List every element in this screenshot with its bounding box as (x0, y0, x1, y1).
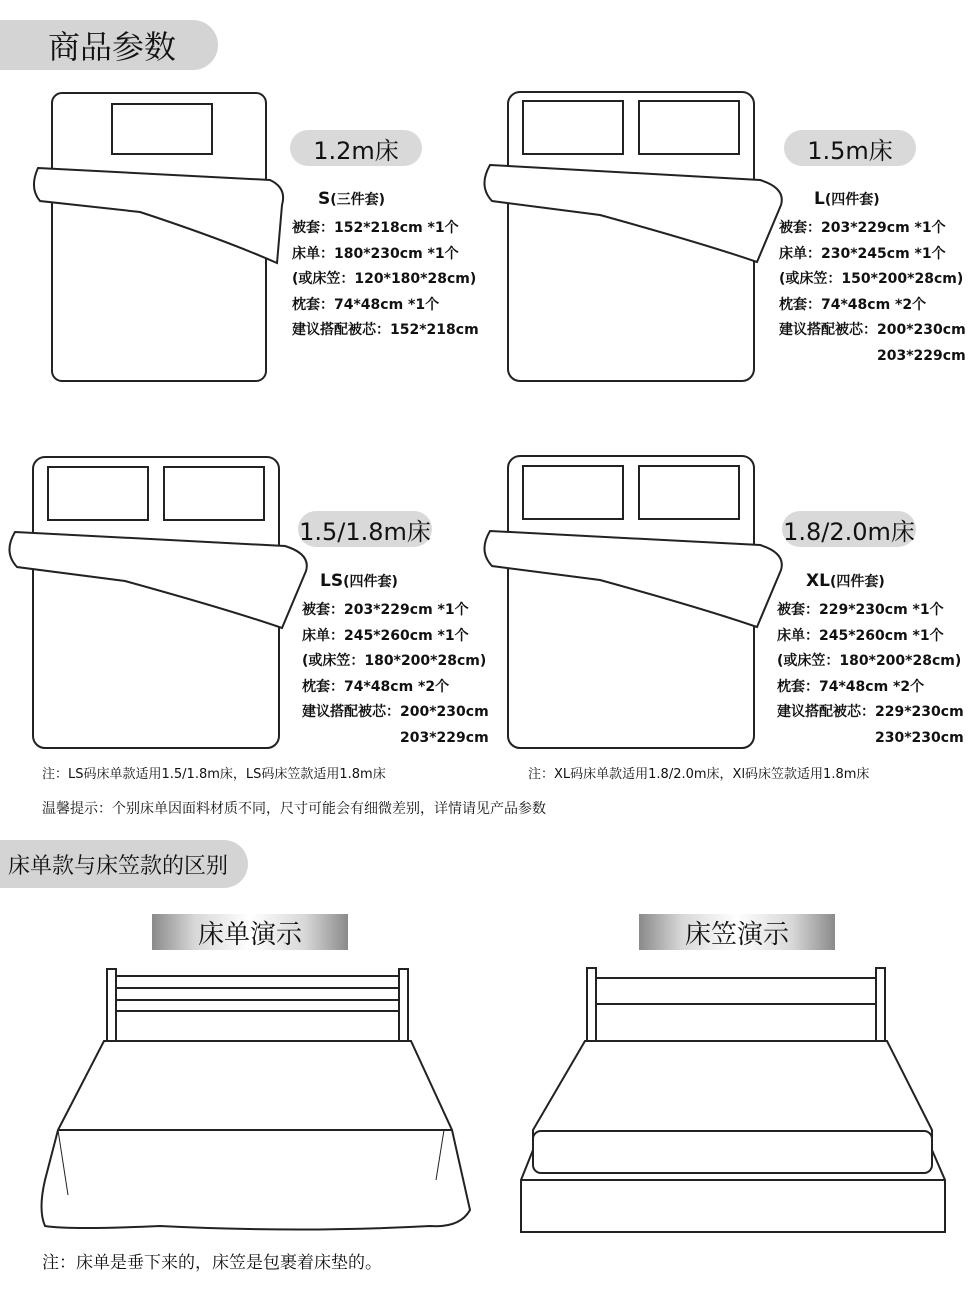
size-pill-label: 1.5m床 (807, 136, 893, 165)
page-title: 商品参数 (48, 28, 177, 66)
spec-line: (或床笠：180*200*28cm) (777, 653, 962, 669)
spec-line: 床单：180*230cm *1个 (292, 245, 459, 262)
size-pill-1.5-1.8m (298, 511, 432, 547)
set-count-label: (四件套) (824, 192, 880, 208)
spec-line-extra: 203*229cm (877, 347, 966, 364)
tip-note: 温馨提示：个别床单因面料材质不同，尺寸可能会有细微差别，详情请见产品参数 (42, 801, 546, 817)
section-title: 床单款与床笠款的区别 (8, 853, 229, 879)
set-count-label: (四件套) (829, 574, 885, 590)
size-pill-1.5m (784, 130, 916, 166)
spec-line: 枕套：74*48cm *2个 (777, 678, 925, 695)
spec-list-ls (302, 598, 489, 751)
spec-line: 建议搭配被芯：200*230cm (779, 322, 966, 338)
size-code-label: S (318, 189, 331, 209)
footer-note: 注：床单是垂下来的，床笠是包裹着床垫的。 (42, 1253, 382, 1273)
fitted-sheet-demo-illustration (521, 968, 945, 1232)
spec-line: 建议搭配被芯：229*230cm (777, 704, 964, 720)
spec-line: 枕套：74*48cm *2个 (779, 296, 927, 313)
spec-line: (或床笠：120*180*28cm) (292, 271, 477, 287)
section-header (0, 840, 248, 888)
demo-label-text: 床笠演示 (684, 919, 789, 950)
size-pill-label: 1.2m床 (313, 136, 399, 165)
spec-line: 床单：245*260cm *1个 (302, 627, 469, 644)
size-code-s (318, 189, 385, 209)
demo-label-text: 床单演示 (197, 919, 302, 950)
xl-size-note: 注：XL码床单款适用1.8/2.0m床，Xl码床笠款适用1.8m床 (528, 767, 870, 782)
flat-sheet-demo-label (152, 914, 348, 950)
size-pill-label: 1.5/1.8m床 (299, 517, 431, 546)
spec-line: 被套：152*218cm *1个 (292, 220, 459, 236)
size-code-label: LS (320, 571, 344, 591)
ls-size-note: 注：LS码床单款适用1.5/1.8m床，LS码床笠款适用1.8m床 (42, 767, 386, 782)
spec-line: 建议搭配被芯：152*218cm (292, 322, 479, 338)
bed-illustration-ls (9, 457, 306, 748)
size-code-xl (806, 571, 885, 591)
spec-list-l (779, 216, 966, 369)
spec-line: 枕套：74*48cm *2个 (302, 678, 450, 695)
spec-line: 建议搭配被芯：200*230cm (302, 704, 489, 720)
size-code-label: XL (806, 571, 830, 591)
bed-illustration-l (484, 92, 781, 381)
spec-line-extra: 203*229cm (400, 729, 489, 746)
spec-list-xl (777, 598, 964, 751)
spec-list-s (292, 216, 479, 344)
spec-line: 被套：203*229cm *1个 (302, 602, 469, 618)
spec-line: (或床笠：150*200*28cm) (779, 271, 964, 287)
size-pill-label: 1.8/2.0m床 (783, 517, 915, 546)
spec-line: 床单：230*245cm *1个 (779, 245, 946, 262)
spec-line: 被套：229*230cm *1个 (777, 602, 944, 618)
spec-line: (或床笠：180*200*28cm) (302, 653, 487, 669)
set-count-label: (四件套) (343, 574, 398, 590)
spec-line: 枕套：74*48cm *1个 (292, 296, 440, 313)
size-code-ls (320, 571, 398, 591)
set-count-label: (三件套) (330, 192, 386, 208)
bed-illustration-xl (484, 456, 781, 748)
page-header (0, 20, 218, 70)
fitted-sheet-demo-label (639, 914, 835, 950)
size-code-label: L (814, 189, 825, 209)
size-pill-1.8-2.0m (782, 511, 916, 547)
spec-line: 床单：245*260cm *1个 (777, 627, 944, 644)
spec-line-extra: 230*230cm (875, 729, 964, 746)
size-pill-1.2m (290, 130, 422, 166)
bed-illustration-s (34, 93, 283, 381)
flat-sheet-demo-illustration (42, 969, 471, 1230)
spec-line: 被套：203*229cm *1个 (779, 220, 946, 236)
size-code-l (814, 189, 880, 209)
